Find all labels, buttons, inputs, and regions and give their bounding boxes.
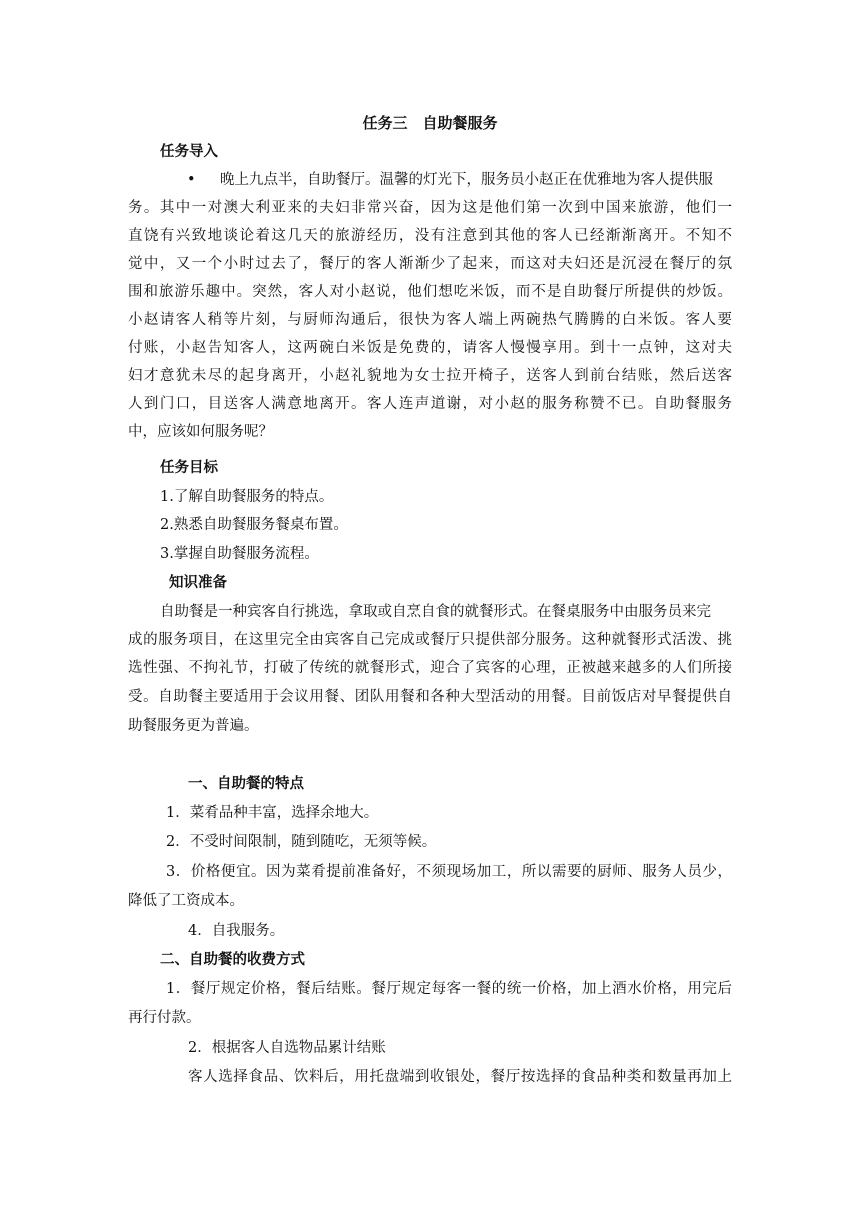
intro-paragraph-line-5: 围和旅游乐趣中。突然，客人对小赵说，他们想吃米饭，而不是自助餐厅所提供的炒饭。 — [128, 284, 732, 300]
page-title: 任务三 自助餐服务 — [362, 114, 498, 132]
billing-item-2-description: 客人选择食品、饮料后，用托盘端到收银处，餐厅按选择的食品种类和数量再加上 — [188, 1069, 732, 1085]
billing-item-1-line-2: 再行付款。 — [128, 1010, 201, 1026]
intro-paragraph-line-2: 务。其中一对澳大利亚来的夫妇非常兴奋，因为这是他们第一次到中国来旅游，他们一 — [128, 200, 732, 216]
knowledge-paragraph-line-1: 自助餐是一种宾客自行挑选，拿取或自烹自食的就餐形式。在餐桌服务中由服务员来完 — [160, 604, 711, 620]
section-heading-intro: 任务导入 — [160, 144, 218, 160]
intro-paragraph-line-4: 觉中，又一个小时过去了，餐厅的客人渐渐少了起来，而这对夫妇还是沉浸在餐厅的氛 — [128, 256, 732, 272]
intro-paragraph-line-7: 付账，小赵告知客人，这两碗白米饭是免费的，请客人慢慢享用。到十一点钟，这对夫 — [128, 340, 732, 356]
intro-paragraph-line-6: 小赵请客人稍等片刻，与厨师沟通后，很快为客人端上两碗热气腾腾的白米饭。客人要 — [128, 312, 732, 328]
section-heading-features: 一、自助餐的特点 — [188, 776, 304, 792]
billing-item-2: 2．根据客人自选物品累计结账 — [188, 1040, 386, 1056]
feature-item-1: 1．菜肴品种丰富，选择余地大。 — [166, 805, 379, 821]
billing-item-1-line-1: 1．餐厅规定价格，餐后结账。餐厅规定每客一餐的统一价格，加上酒水价格，用完后 — [166, 981, 732, 997]
feature-item-3-line-2: 降低了工资成本。 — [128, 893, 244, 909]
intro-paragraph-line-10: 中，应该如何服务呢？ — [128, 424, 273, 440]
intro-paragraph-line-9: 人到门口，目送客人满意地离开。客人连声道谢，对小赵的服务称赞不已。自助餐服务 — [128, 396, 732, 412]
intro-paragraph-line-1: 晚上九点半，自助餐厅。温馨的灯光下，服务员小赵正在优雅地为客人提供服 — [220, 172, 713, 188]
goal-item-1: 1.了解自助餐服务的特点。 — [160, 489, 334, 505]
feature-item-2: 2．不受时间限制，随到随吃，无须等候。 — [166, 834, 437, 850]
section-heading-billing: 二、自助餐的收费方式 — [160, 952, 305, 968]
bullet-marker: • — [187, 172, 196, 188]
section-heading-goals: 任务目标 — [160, 460, 218, 476]
knowledge-paragraph-line-5: 助餐服务更为普遍。 — [128, 718, 259, 734]
intro-paragraph-line-8: 妇才意犹未尽的起身离开，小赵礼貌地为女士拉开椅子，送客人到前台结账，然后送客 — [128, 368, 732, 384]
intro-paragraph-line-3: 直饶有兴致地谈论着这几天的旅游经历，没有注意到其他的客人已经渐渐离开。不知不 — [128, 228, 732, 244]
goal-item-2: 2.熟悉自助餐服务餐桌布置。 — [160, 517, 348, 533]
section-heading-knowledge: 知识准备 — [169, 575, 227, 591]
goal-item-3: 3.掌握自助餐服务流程。 — [160, 546, 319, 562]
feature-item-3-line-1: 3．价格便宜。因为菜肴提前准备好，不须现场加工，所以需要的厨师、服务人员少， — [166, 864, 732, 880]
knowledge-paragraph-line-4: 受。自助餐主要适用于会议用餐、团队用餐和各种大型活动的用餐。目前饭店对早餐提供自 — [128, 689, 732, 705]
knowledge-paragraph-line-3: 选性强、不拘礼节，打破了传统的就餐形式，迎合了宾客的心理，正被越来越多的人们所接 — [128, 660, 732, 676]
feature-item-4: 4．自我服务。 — [188, 923, 285, 939]
knowledge-paragraph-line-2: 成的服务项目，在这里完全由宾客自己完成或餐厅只提供部分服务。这种就餐形式活泼、挑 — [128, 632, 732, 648]
